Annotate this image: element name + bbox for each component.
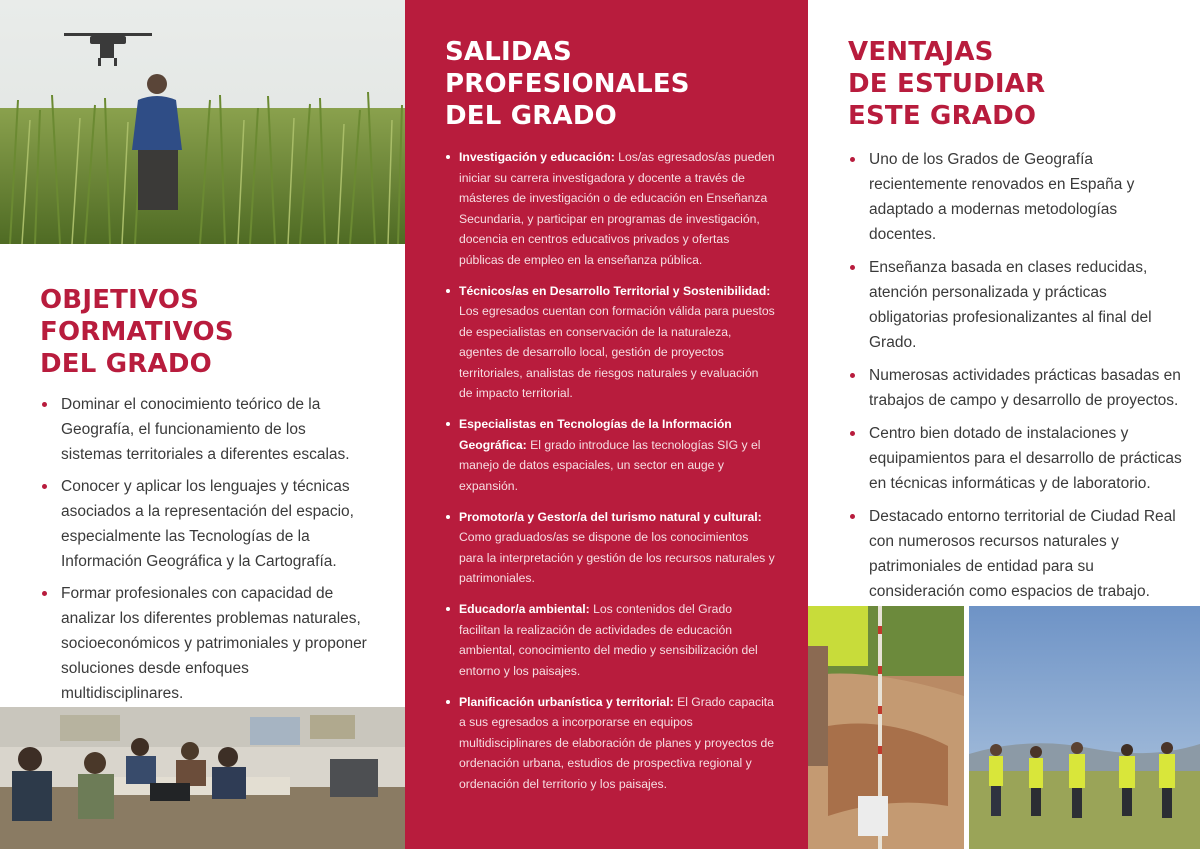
list-item: Uno de los Grados de Geografía recientemente renovados en España y adaptado a modernas metodologías docentes. xyxy=(848,147,1188,247)
list-item: Destacado entorno territorial de Ciudad Real con numerosos recursos naturales y patrimoniales de entidad para su consideración como espacios de trabajo. xyxy=(848,504,1188,604)
list-item: Centro bien dotado de instalaciones y equipamientos para el desarrollo de prácticas en técnicas informáticas y de laboratorio. xyxy=(848,421,1188,496)
ventajas-column xyxy=(808,0,1200,849)
objetivos-column xyxy=(0,0,405,849)
ventajas-heading: VENTAJAS DE ESTUDIAR ESTE GRADO xyxy=(848,37,1046,131)
list-item: Planificación urbanística y territorial: El Grado capacita a sus egresados a incorporarse en equipos multidisciplinares de elaboración de planes y proyectos de ordenación urbana, estudios de prospectiva regional y ordenación del territorio y los paisajes. xyxy=(445,692,775,795)
list-item: Dominar el conocimiento teórico de la Geografía, el funcionamiento de los sistemas territoriales a diferentes escalas. xyxy=(40,392,370,467)
list-item: Conocer y aplicar los lenguajes y técnicas asociados a la representación del espacio, especialmente las Tecnologías de la Información Geográfica y la Cartografía. xyxy=(40,474,370,574)
list-item: Educador/a ambiental: Los contenidos del Grado facilitan la realización de actividades de educación ambiental, conocimiento del medio y sensibilización del entorno y los paisajes. xyxy=(445,599,775,681)
salidas-list xyxy=(445,147,775,805)
list-item: Promotor/a y Gestor/a del turismo natural y cultural: Como graduados/as se dispone de los conocimientos para la interpretación y gestión de los recursos naturales y patrimoniales. xyxy=(445,507,775,589)
ventajas-list xyxy=(848,147,1188,612)
list-item: Especialistas en Tecnologías de la Información Geográfica: El grado introduce las tecnologías SIG y el manejo de datos espaciales, un sector en auge y expansión. xyxy=(445,414,775,496)
list-item: Enseñanza basada en clases reducidas, atención personalizada y prácticas obligatorias profesionalizantes al final del Grado. xyxy=(848,255,1188,355)
drone-field-photo xyxy=(0,0,405,244)
objetivos-heading: OBJETIVOS FORMATIVOS DEL GRADO xyxy=(40,285,234,379)
soil-fieldwork-photo xyxy=(808,606,964,849)
list-item: Técnicos/as en Desarrollo Territorial y Sostenibilidad: Los egresados cuentan con formación válida para puestos de especialistas en conservación de la naturaleza, agentes de desarrollo local, gestión de proyectos territoriales, analistas de riesgos naturales y evaluación de impacto territorial. xyxy=(445,281,775,404)
classroom-photo xyxy=(0,707,405,849)
salidas-heading: SALIDAS PROFESIONALES DEL GRADO xyxy=(445,37,690,131)
salidas-column xyxy=(405,0,808,849)
objetivos-list xyxy=(40,392,370,713)
list-item: Numerosas actividades prácticas basadas en trabajos de campo y desarrollo de proyectos. xyxy=(848,363,1188,413)
field-team-photo xyxy=(969,606,1200,849)
list-item: Formar profesionales con capacidad de analizar los diferentes problemas naturales, socioeconómicos y patrimoniales y proponer soluciones desde enfoques multidisciplinares. xyxy=(40,581,370,706)
list-item: Investigación y educación: Los/as egresados/as pueden iniciar su carrera investigadora y docente a través de másteres de investigación o de educación en Enseñanza Secundaria, y participar en programas de investigación, docencia en centros educativos privados y ofertas públicas de empleo en la enseñanza pública. xyxy=(445,147,775,270)
